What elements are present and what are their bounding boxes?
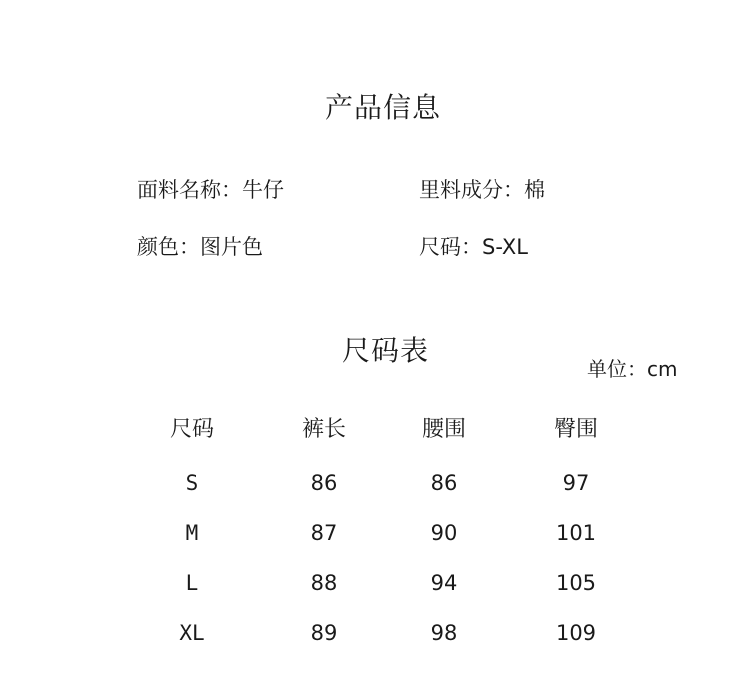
cell-hip: 109 [555,621,597,645]
header-waist: 腰围 [421,417,466,442]
cell-hip: 97 [562,471,590,495]
cell-pants-length: 87 [310,521,338,545]
cell-waist: 90 [430,521,458,545]
size-chart-title: 尺码表 [342,334,430,367]
header-size: 尺码 [169,417,214,442]
cell-waist: 98 [430,621,458,645]
cell-size: M [185,521,199,545]
cell-hip: 105 [555,571,597,595]
cell-waist: 94 [430,571,458,595]
header-hip: 臀围 [553,417,598,442]
cell-size: XL [179,621,205,645]
fabric-name: 面料名称：牛仔 [137,178,284,202]
product-info-title: 产品信息 [325,91,442,124]
header-pants-length: 裤长 [301,417,346,442]
lining-composition: 里料成分：棉 [419,178,545,202]
unit-label: 单位：cm [587,357,678,381]
cell-size: S [185,471,199,495]
size-range: 尺码：S-XL [419,235,528,259]
cell-pants-length: 88 [310,571,338,595]
color-info: 颜色：图片色 [137,235,263,259]
cell-waist: 86 [430,471,458,495]
cell-pants-length: 89 [310,621,338,645]
cell-size: L [185,571,199,595]
cell-pants-length: 86 [310,471,338,495]
cell-hip: 101 [555,521,597,545]
